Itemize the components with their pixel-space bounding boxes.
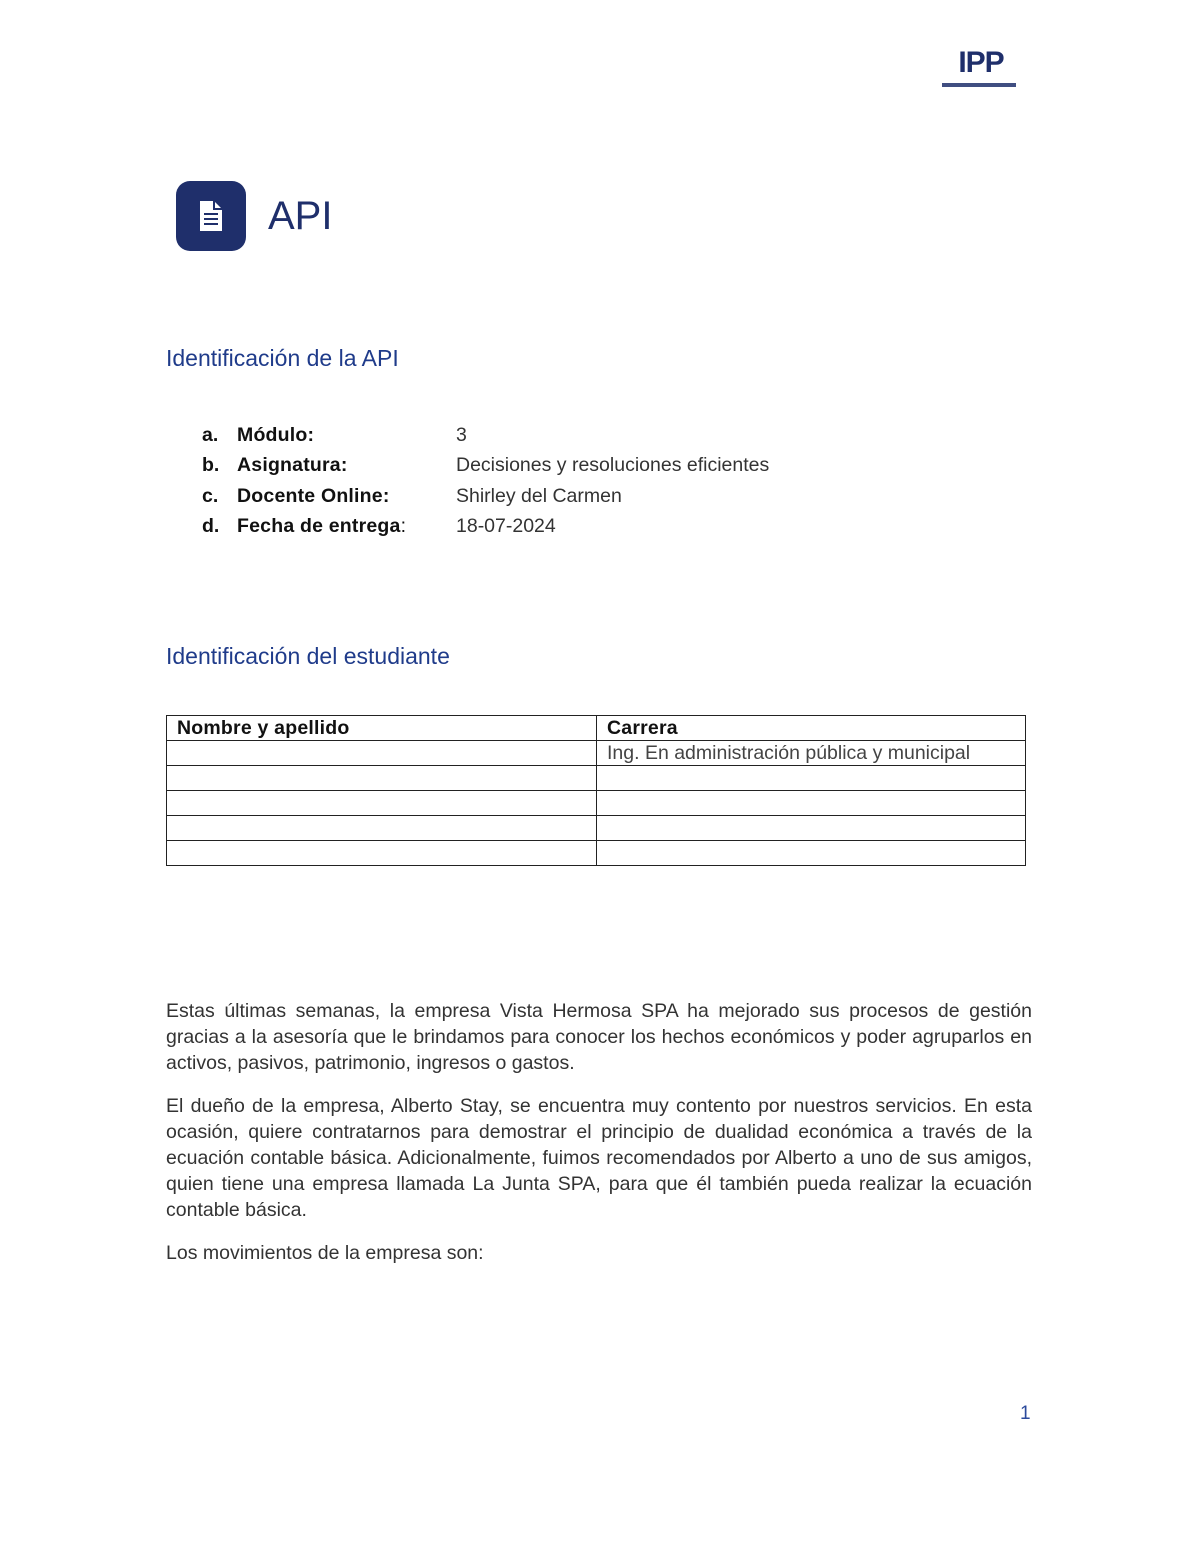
info-letter: c. xyxy=(202,484,219,507)
table-row xyxy=(167,816,1026,841)
table-header-row xyxy=(167,716,1026,741)
table-cell[interactable] xyxy=(597,816,1026,841)
logo-text: IPP xyxy=(958,46,1004,79)
ipp-logo xyxy=(940,48,1020,92)
info-value: 3 xyxy=(456,423,467,446)
info-item-fecha xyxy=(202,512,769,543)
info-value: 18-07-2024 xyxy=(456,515,556,538)
paragraph: Estas últimas semanas, la empresa Vista Hermosa SPA ha mejorado sus procesos de gestión gracias a la asesoría que le brindamos para conocer los hechos económicos y poder agruparlos en activos, pasivos, patrimonio, ingresos o gastos. xyxy=(166,1000,1032,1074)
table-cell[interactable] xyxy=(167,791,597,816)
table-cell[interactable] xyxy=(167,816,597,841)
info-label: Módulo: xyxy=(237,423,315,446)
paragraph: El dueño de la empresa, Alberto Stay, se encuentra muy contento por nuestros servicios. En esta ocasión, quiere contratarnos para demostrar el principio de dualidad económica a través de la ecuación contable básica. Adicionalmente, fuimos recomendados por Alberto a uno de sus amigos, quien tiene una empresa llamada La Junta SPA, para que él también pueda realizar la ecuación contable básica. xyxy=(166,1095,1032,1221)
info-value: Decisiones y resoluciones eficientes xyxy=(456,454,770,477)
info-label-colon: : xyxy=(400,515,407,538)
table-cell[interactable] xyxy=(167,841,597,866)
document-icon xyxy=(176,181,246,251)
info-letter: a. xyxy=(202,423,219,446)
table-cell[interactable]: Ing. En administración pública y municipal xyxy=(597,741,1026,766)
info-label xyxy=(237,515,456,538)
api-header xyxy=(176,180,332,252)
info-label: Docente Online: xyxy=(237,484,390,507)
table-row xyxy=(167,766,1026,791)
table-cell[interactable] xyxy=(167,766,597,791)
info-letter: b. xyxy=(202,454,220,477)
student-table xyxy=(166,715,1026,866)
table-cell[interactable] xyxy=(597,841,1026,866)
api-info-list xyxy=(202,420,769,542)
api-section-title: Identificación de la API xyxy=(166,345,399,371)
table-cell[interactable] xyxy=(167,741,597,766)
body-text xyxy=(166,998,1032,1283)
student-section-title: Identificación del estudiante xyxy=(166,643,450,669)
info-value: Shirley del Carmen xyxy=(456,484,622,507)
page-number: 1 xyxy=(1020,1403,1031,1424)
info-item-docente xyxy=(202,481,769,512)
info-label: Asignatura: xyxy=(237,454,348,477)
table-cell[interactable] xyxy=(597,791,1026,816)
table-cell[interactable] xyxy=(597,766,1026,791)
info-item-modulo xyxy=(202,420,769,451)
paragraph: Los movimientos de la empresa son: xyxy=(166,1242,484,1264)
info-label-text: Fecha de entrega xyxy=(237,515,401,538)
table-row xyxy=(167,791,1026,816)
logo-tagline xyxy=(942,82,1016,88)
info-letter: d. xyxy=(202,515,220,538)
table-row xyxy=(167,841,1026,866)
table-header-career: Carrera xyxy=(597,716,1026,741)
table-row xyxy=(167,741,1026,766)
page-title: API xyxy=(268,194,333,238)
info-item-asignatura xyxy=(202,451,769,482)
table-header-name: Nombre y apellido xyxy=(167,716,597,741)
